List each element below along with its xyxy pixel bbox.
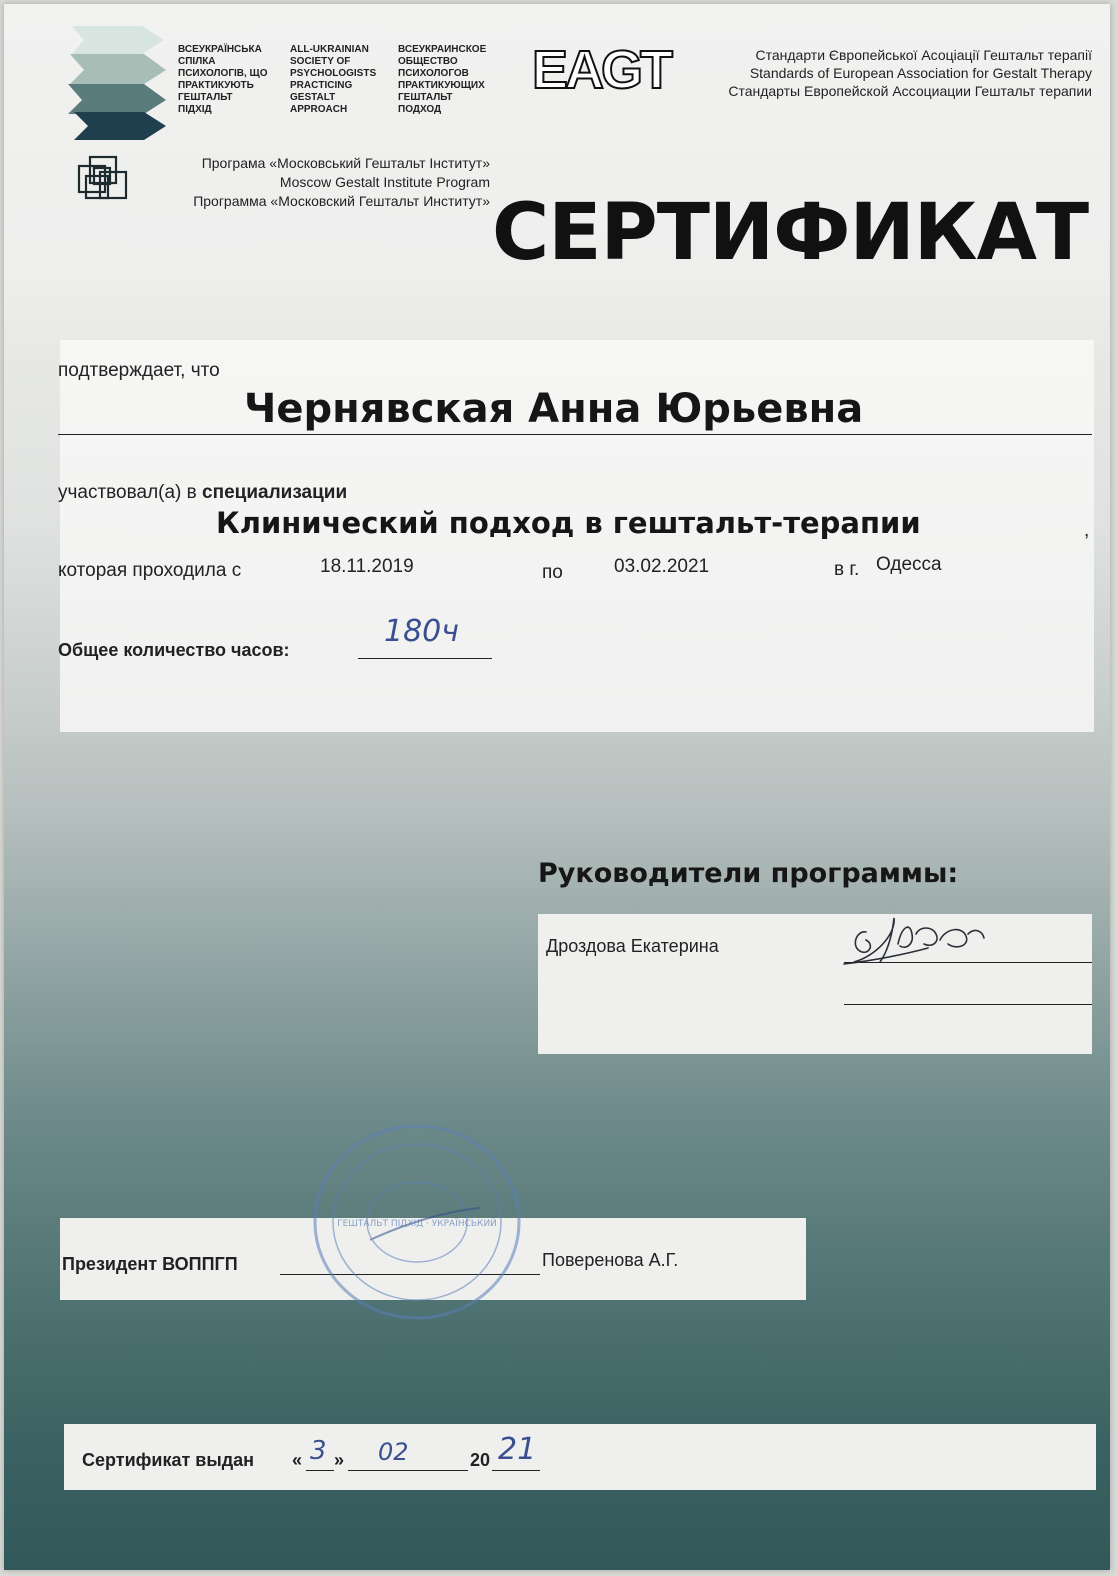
hours-underline (358, 658, 492, 659)
stamp-text: ГЕШТАЛЬТ ПІДХІД · УКРАЇНСЬКИЙ (337, 1219, 497, 1229)
issued-month-line (348, 1470, 468, 1471)
org-name-ua: ВСЕУКРАЇНСЬКА СПІЛКА ПСИХОЛОГІВ, ЩО ПРАКТИКУЮТЬ ГЕШТАЛЬТ ПІДХІД (178, 44, 268, 115)
program-ua: Програма «Московський Гештальт Інститут» (201, 155, 490, 171)
city-name: Одесса (876, 554, 942, 575)
city-label: в г. (834, 559, 860, 580)
society-logo-icon (60, 24, 170, 142)
participated-bold: специализации (202, 482, 348, 503)
issued-day: 3 (310, 1436, 327, 1466)
hours-value: 180ч (384, 614, 459, 649)
to-label: по (542, 562, 563, 583)
course-title: Клинический подход в гештальт-терапии (216, 506, 921, 540)
leader-sign-line-2 (844, 1004, 1092, 1005)
stamp-icon (310, 1122, 524, 1322)
issued-label: Сертификат выдан (82, 1450, 255, 1470)
org-name-en: ALL-UKRAINIAN SOCIETY OF PSYCHOLOGISTS PRACTICING GESTALT APPROACH (290, 44, 377, 115)
name-underline (58, 434, 1092, 435)
leader-signature (836, 904, 996, 974)
leader-sign-line-1 (844, 962, 1092, 963)
org-name-ru: ВСЕУКРАИНСКОЕ ОБЩЕСТВО ПСИХОЛОГОВ ПРАКТИКУЮЩИХ ГЕШТАЛЬТ ПОДХОД (398, 44, 487, 115)
standards-ru: Стандарты Европейской Ассоциации Гештальт терапии (728, 83, 1092, 99)
mgi-logo-icon (76, 154, 130, 208)
standards-ua: Стандарти Європейської Асоціації Гештальт терапії (755, 47, 1092, 63)
certificate-title: СЕРТИФИКАТ (492, 188, 1089, 278)
issued-month: 02 (378, 1438, 409, 1466)
certificate-sheet (4, 4, 1110, 1570)
recipient-name: Чернявская Анна Юрьевна (244, 386, 864, 432)
president-label: Президент ВОППГП (62, 1254, 238, 1274)
issued-day-line (306, 1470, 334, 1471)
hours-label: Общее количество часов: (58, 640, 290, 660)
held-label: которая проходила с (58, 560, 242, 581)
leaders-box (538, 914, 1092, 1054)
issued-year-suffix: 21 (498, 1432, 537, 1467)
date-to: 03.02.2021 (614, 556, 710, 577)
date-from: 18.11.2019 (320, 556, 414, 577)
program-ru: Программа «Московский Гештальт Институт» (193, 193, 490, 209)
president-name: Поверенова А.Г. (542, 1250, 679, 1270)
course-comma: , (1084, 520, 1090, 541)
program-en: Moscow Gestalt Institute Program (279, 174, 490, 190)
participated-prefix: участвовал(а) в (58, 482, 203, 503)
issued-year-prefix: 20 (470, 1450, 491, 1470)
program-block (134, 154, 490, 211)
issued-year-line (492, 1470, 540, 1471)
leader-name: Дроздова Екатерина (546, 936, 719, 956)
standards-block (632, 46, 1092, 100)
standards-en: Standards of European Association for Gestalt Therapy (749, 65, 1092, 81)
issued-close-quote: » (334, 1450, 345, 1470)
leaders-title: Руководители программы: (538, 858, 959, 889)
participated-line (58, 482, 347, 504)
eagt-logo: EAGT (532, 40, 671, 100)
issued-open-quote: « (292, 1450, 303, 1470)
confirms-text: подтверждает, что (58, 360, 220, 381)
